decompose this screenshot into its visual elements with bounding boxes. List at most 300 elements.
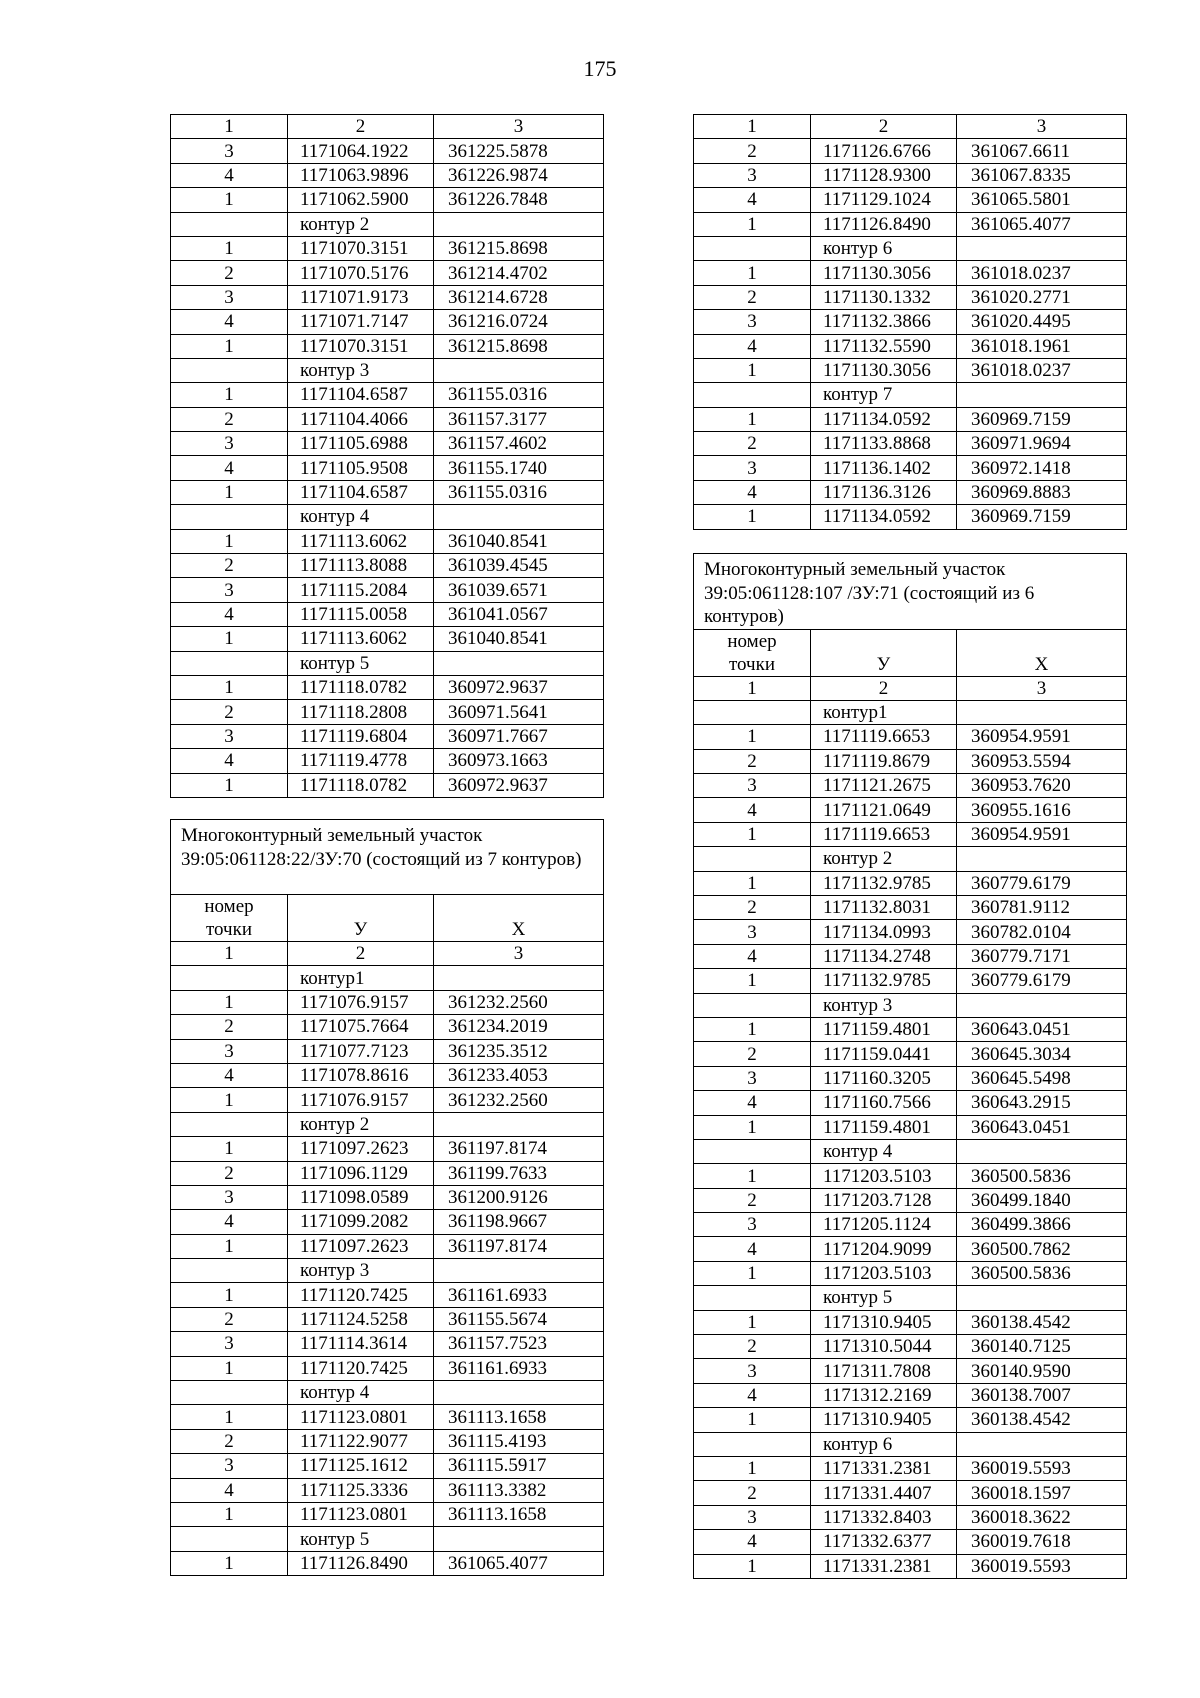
point-number: 1 [171, 480, 288, 504]
table-row [171, 1137, 604, 1161]
coordinate-y: 1171097.2623 [288, 1234, 434, 1258]
coordinate-y: 1171125.3336 [288, 1478, 434, 1502]
point-number [694, 700, 811, 724]
point-number: 2 [171, 1161, 288, 1185]
coordinate-x: 360499.1840 [957, 1188, 1127, 1212]
coordinate-y: 1171159.0441 [811, 1042, 957, 1066]
point-number-label [694, 629, 811, 676]
point-number: 4 [694, 1530, 811, 1554]
point-number: 2 [171, 554, 288, 578]
coordinate-x: 361018.1961 [957, 334, 1127, 358]
coordinate-x: 361067.6611 [957, 139, 1127, 163]
coordinate-y: 1171132.5590 [811, 334, 957, 358]
contour-row [694, 847, 1127, 871]
coordinate-y: 1171077.7123 [288, 1039, 434, 1063]
coordinate-x: 360138.7007 [957, 1383, 1127, 1407]
table-row [171, 1088, 604, 1112]
point-number: 2 [171, 407, 288, 431]
point-number: 4 [171, 749, 288, 773]
column-number-1: 1 [694, 115, 811, 139]
coordinate-y: 1171123.0801 [288, 1405, 434, 1429]
point-number: 1 [171, 675, 288, 699]
point-number: 1 [694, 1457, 811, 1481]
table-row [171, 261, 604, 285]
coordinate-x [434, 358, 604, 382]
coordinate-y: 1171075.7664 [288, 1015, 434, 1039]
column-number-3: 3 [434, 115, 604, 139]
coordinate-y: 1171331.2381 [811, 1457, 957, 1481]
coordinate-y: 1171104.4066 [288, 407, 434, 431]
point-number: 2 [694, 1188, 811, 1212]
coordinate-y: 1171118.0782 [288, 675, 434, 699]
point-number [694, 1286, 811, 1310]
point-number: 3 [694, 774, 811, 798]
table-row [694, 725, 1127, 749]
table-row [694, 407, 1127, 431]
coordinate-y: 1171133.8868 [811, 432, 957, 456]
coordinate-x: 360138.4542 [957, 1310, 1127, 1334]
coordinate-x: 361214.4702 [434, 261, 604, 285]
coordinate-x: 361155.5674 [434, 1307, 604, 1331]
point-number-label-line2: точки [728, 653, 775, 675]
column-number-row [694, 676, 1127, 700]
coordinate-y: 1171203.7128 [811, 1188, 957, 1212]
coordinate-y: 1171115.0058 [288, 602, 434, 626]
coordinate-y: 1171105.6988 [288, 432, 434, 456]
point-number: 3 [694, 1505, 811, 1529]
coordinate-x: 360779.7171 [957, 944, 1127, 968]
coordinate-x: 360781.9112 [957, 896, 1127, 920]
coordinate-x: 360955.1616 [957, 798, 1127, 822]
point-number: 4 [171, 310, 288, 334]
coordinates-table-left-continued [170, 114, 604, 798]
point-number: 3 [694, 163, 811, 187]
table-row [171, 1161, 604, 1185]
coordinate-x: 361215.8698 [434, 236, 604, 260]
contour-label: контур 5 [811, 1286, 957, 1310]
coordinate-x: 360018.1597 [957, 1481, 1127, 1505]
column-number-1: 1 [171, 942, 288, 966]
point-number: 2 [694, 1335, 811, 1359]
point-number: 3 [171, 1454, 288, 1478]
coordinate-y: 1171126.8490 [288, 1551, 434, 1575]
contour-label: контур 4 [288, 1381, 434, 1405]
table-row [171, 188, 604, 212]
point-number: 1 [694, 1164, 811, 1188]
coordinate-y: 1171130.3056 [811, 358, 957, 382]
coordinate-y: 1171332.8403 [811, 1505, 957, 1529]
point-number [694, 847, 811, 871]
table-title: Многоконтурный земельный участок 39:05:061128:22/ЗУ:70 (состоящий из 7 контуров) [171, 820, 604, 895]
table-row [694, 456, 1127, 480]
point-number: 2 [694, 285, 811, 309]
point-number: 2 [171, 1015, 288, 1039]
point-number: 4 [694, 1237, 811, 1261]
coordinate-y: 1171130.3056 [811, 261, 957, 285]
coordinate-x [957, 700, 1127, 724]
coordinate-x [434, 651, 604, 675]
point-number: 3 [694, 920, 811, 944]
coordinate-y: 1171113.8088 [288, 554, 434, 578]
table-row [694, 139, 1127, 163]
coordinate-x [957, 383, 1127, 407]
point-number: 3 [694, 310, 811, 334]
coordinate-x: 360019.7618 [957, 1530, 1127, 1554]
coordinate-y: 1171332.6377 [811, 1530, 957, 1554]
coordinate-x: 361113.1658 [434, 1502, 604, 1526]
table-row [694, 944, 1127, 968]
point-number: 4 [171, 1063, 288, 1087]
table-row [694, 896, 1127, 920]
contour-label: контур 3 [288, 1259, 434, 1283]
point-number: 2 [171, 700, 288, 724]
point-number: 1 [694, 505, 811, 529]
coordinate-y: 1171070.3151 [288, 236, 434, 260]
coordinate-x: 360643.0451 [957, 1017, 1127, 1041]
coordinate-y: 1171331.4407 [811, 1481, 957, 1505]
coordinate-x: 360973.1663 [434, 749, 604, 773]
coordinate-x: 361225.5878 [434, 139, 604, 163]
coordinate-x: 361155.0316 [434, 383, 604, 407]
page-number: 175 [583, 56, 617, 81]
coordinate-x [434, 1259, 604, 1283]
coordinate-y: 1171126.6766 [811, 139, 957, 163]
table-row [694, 1554, 1127, 1578]
coordinate-y: 1171118.2808 [288, 700, 434, 724]
coordinate-x: 361234.2019 [434, 1015, 604, 1039]
point-number [171, 651, 288, 675]
coordinate-x: 361115.5917 [434, 1454, 604, 1478]
coordinate-y: 1171331.2381 [811, 1554, 957, 1578]
coordinate-y: 1171105.9508 [288, 456, 434, 480]
point-number: 3 [171, 578, 288, 602]
point-number: 4 [171, 1210, 288, 1234]
table-row [694, 212, 1127, 236]
point-number [171, 1112, 288, 1136]
coordinate-x [957, 1286, 1127, 1310]
column-number-row [171, 115, 604, 139]
point-number: 3 [171, 1185, 288, 1209]
table-row [171, 1234, 604, 1258]
coordinate-x: 361018.0237 [957, 358, 1127, 382]
coordinate-y: 1171119.6804 [288, 724, 434, 748]
coordinate-x [957, 1432, 1127, 1456]
coordinate-x: 361065.5801 [957, 188, 1127, 212]
point-number: 1 [171, 1283, 288, 1307]
point-number: 1 [694, 725, 811, 749]
point-number [171, 1381, 288, 1405]
table-row [694, 480, 1127, 504]
table-row [171, 1063, 604, 1087]
coordinate-x: 361018.0237 [957, 261, 1127, 285]
table-row [171, 432, 604, 456]
coordinate-y: 1171120.7425 [288, 1356, 434, 1380]
point-number: 1 [171, 773, 288, 797]
table-row [171, 554, 604, 578]
column-labels-row [171, 895, 604, 942]
point-number [171, 966, 288, 990]
contour-label: контур1 [811, 700, 957, 724]
point-number: 1 [171, 1551, 288, 1575]
coordinate-x: 361157.3177 [434, 407, 604, 431]
table-row [694, 1066, 1127, 1090]
coordinate-x [957, 236, 1127, 260]
coordinates-table-zu-71 [693, 553, 1127, 1579]
coordinate-x [434, 505, 604, 529]
point-number: 1 [171, 990, 288, 1014]
point-number: 4 [694, 334, 811, 358]
coordinate-x: 360969.7159 [957, 407, 1127, 431]
coordinate-x: 361039.6571 [434, 578, 604, 602]
point-number: 1 [171, 1137, 288, 1161]
point-number: 1 [694, 1408, 811, 1432]
table-row [171, 1039, 604, 1063]
coordinate-y: 1171104.6587 [288, 383, 434, 407]
coordinate-y: 1171159.4801 [811, 1017, 957, 1041]
coordinate-x: 361197.8174 [434, 1137, 604, 1161]
coordinate-x: 361233.4053 [434, 1063, 604, 1087]
point-number [694, 993, 811, 1017]
point-number: 4 [694, 944, 811, 968]
table-row [694, 871, 1127, 895]
point-number-label-line1: номер [727, 630, 777, 652]
point-number: 4 [171, 1478, 288, 1502]
table-row [694, 1237, 1127, 1261]
coordinate-y: 1171115.2084 [288, 578, 434, 602]
table-row [694, 1091, 1127, 1115]
table-row [694, 505, 1127, 529]
coordinate-x: 360971.9694 [957, 432, 1127, 456]
coordinate-y: 1171205.1124 [811, 1213, 957, 1237]
coordinate-x: 360971.7667 [434, 724, 604, 748]
coordinate-y: 1171311.7808 [811, 1359, 957, 1383]
point-number: 1 [171, 529, 288, 553]
coordinate-y: 1171129.1024 [811, 188, 957, 212]
coordinate-x: 361155.0316 [434, 480, 604, 504]
table-row [694, 1310, 1127, 1334]
coordinate-x: 360500.5836 [957, 1164, 1127, 1188]
contour-label: контур 7 [811, 383, 957, 407]
coordinate-y: 1171062.5900 [288, 188, 434, 212]
table-row [694, 1017, 1127, 1041]
point-number: 3 [171, 285, 288, 309]
coordinate-y: 1171312.2169 [811, 1383, 957, 1407]
coordinate-x: 361161.6933 [434, 1356, 604, 1380]
point-number-label-line2: точки [205, 919, 252, 940]
point-number: 1 [171, 334, 288, 358]
table-row [694, 1164, 1127, 1188]
point-number: 1 [171, 188, 288, 212]
coordinate-x: 360969.7159 [957, 505, 1127, 529]
contour-row [171, 1259, 604, 1283]
coordinate-x: 361040.8541 [434, 529, 604, 553]
coordinate-x [434, 1381, 604, 1405]
coordinate-x: 361020.4495 [957, 310, 1127, 334]
point-number: 1 [171, 627, 288, 651]
table-row [171, 749, 604, 773]
contour-row [171, 1527, 604, 1551]
point-number [694, 1139, 811, 1163]
coordinate-y: 1171310.5044 [811, 1335, 957, 1359]
table-row [171, 139, 604, 163]
point-number: 1 [694, 1554, 811, 1578]
table-row [171, 627, 604, 651]
table-row [694, 358, 1127, 382]
contour-label: контур 4 [811, 1139, 957, 1163]
coordinate-y: 1171134.0592 [811, 407, 957, 431]
table-row [171, 675, 604, 699]
coordinate-x: 360500.7862 [957, 1237, 1127, 1261]
coordinate-x [957, 993, 1127, 1017]
coordinate-y: 1171097.2623 [288, 1137, 434, 1161]
table-row [694, 1530, 1127, 1554]
coordinate-x [434, 1527, 604, 1551]
coordinate-x: 361226.9874 [434, 163, 604, 187]
table-row [694, 920, 1127, 944]
column-number-3: 3 [957, 676, 1127, 700]
point-number: 3 [171, 1039, 288, 1063]
contour-row [171, 1112, 604, 1136]
column-number-2: 2 [811, 676, 957, 700]
point-number: 4 [694, 1091, 811, 1115]
column-number-3: 3 [957, 115, 1127, 139]
point-number: 4 [171, 163, 288, 187]
coordinates-table-zu-70 [170, 819, 604, 1576]
coordinate-x: 360643.0451 [957, 1115, 1127, 1139]
point-number: 1 [171, 1405, 288, 1429]
table-row [171, 310, 604, 334]
table-row [171, 1283, 604, 1307]
coordinate-x: 361226.7848 [434, 188, 604, 212]
contour-label: контур 2 [288, 212, 434, 236]
coordinate-y: 1171159.4801 [811, 1115, 957, 1139]
table-row [171, 456, 604, 480]
coordinate-x: 361157.7523 [434, 1332, 604, 1356]
coordinate-x: 360018.3622 [957, 1505, 1127, 1529]
coordinate-y: 1171076.9157 [288, 1088, 434, 1112]
table-row [171, 407, 604, 431]
table-row [171, 773, 604, 797]
coordinate-x: 361155.1740 [434, 456, 604, 480]
coordinate-y: 1171118.0782 [288, 773, 434, 797]
contour-label: контур 6 [811, 1432, 957, 1456]
coordinate-x: 361199.7633 [434, 1161, 604, 1185]
point-number: 2 [694, 1042, 811, 1066]
coordinate-y: 1171160.7566 [811, 1091, 957, 1115]
table-row [171, 1478, 604, 1502]
coordinate-y: 1171071.9173 [288, 285, 434, 309]
point-number [171, 358, 288, 382]
coordinate-y: 1171113.6062 [288, 529, 434, 553]
coordinate-x: 360500.5836 [957, 1261, 1127, 1285]
table-row [171, 602, 604, 626]
column-number-row [171, 942, 604, 966]
coordinate-y: 1171119.6653 [811, 725, 957, 749]
point-number: 4 [171, 456, 288, 480]
coordinate-y: 1171070.3151 [288, 334, 434, 358]
coordinate-x: 360499.3866 [957, 1213, 1127, 1237]
coordinate-x: 361065.4077 [957, 212, 1127, 236]
point-number: 2 [171, 1307, 288, 1331]
coordinate-y: 1171123.0801 [288, 1502, 434, 1526]
column-labels-row [694, 629, 1127, 676]
point-number: 1 [694, 407, 811, 431]
coordinate-x: 360954.9591 [957, 822, 1127, 846]
table-row [171, 1185, 604, 1209]
coordinate-x: 360782.0104 [957, 920, 1127, 944]
column-y-label: У [811, 629, 957, 676]
table-title: Многоконтурный земельный участок 39:05:061128:107 /ЗУ:71 (состоящий из 6 контуров) [694, 554, 1127, 630]
point-number: 2 [694, 1481, 811, 1505]
point-number: 1 [171, 1356, 288, 1380]
table-row [171, 1429, 604, 1453]
point-number: 1 [694, 212, 811, 236]
point-number: 1 [171, 236, 288, 260]
coordinate-x: 360953.5594 [957, 749, 1127, 773]
point-number: 1 [694, 261, 811, 285]
table-row [171, 700, 604, 724]
contour-row [694, 1286, 1127, 1310]
column-x-label: Х [957, 629, 1127, 676]
table-row [171, 1210, 604, 1234]
coordinate-x: 361041.0567 [434, 602, 604, 626]
point-number: 4 [694, 1383, 811, 1407]
coordinate-x: 361200.9126 [434, 1185, 604, 1209]
coordinate-y: 1171132.9785 [811, 969, 957, 993]
coordinate-y: 1171136.1402 [811, 456, 957, 480]
point-number: 2 [171, 1429, 288, 1453]
point-number: 2 [694, 749, 811, 773]
table-row [694, 1335, 1127, 1359]
contour-row [694, 700, 1127, 724]
contour-row [171, 651, 604, 675]
column-number-1: 1 [171, 115, 288, 139]
point-number: 3 [171, 724, 288, 748]
table-row [171, 163, 604, 187]
coordinate-y: 1171099.2082 [288, 1210, 434, 1234]
coordinate-x: 361039.4545 [434, 554, 604, 578]
table-row [171, 1307, 604, 1331]
point-number [694, 383, 811, 407]
coordinate-x: 361067.8335 [957, 163, 1127, 187]
coordinate-x: 360643.2915 [957, 1091, 1127, 1115]
coordinate-y: 1171121.2675 [811, 774, 957, 798]
point-number: 1 [694, 969, 811, 993]
point-number [694, 1432, 811, 1456]
table-row [171, 529, 604, 553]
contour-row [171, 505, 604, 529]
coordinate-x: 360138.4542 [957, 1408, 1127, 1432]
contour-row [694, 1432, 1127, 1456]
point-number: 2 [694, 139, 811, 163]
coordinate-y: 1171134.0592 [811, 505, 957, 529]
contour-label: контур 2 [811, 847, 957, 871]
point-number: 2 [694, 432, 811, 456]
table-row [694, 163, 1127, 187]
table-row [694, 969, 1127, 993]
coordinate-y: 1171104.6587 [288, 480, 434, 504]
point-number: 1 [694, 358, 811, 382]
coordinate-y: 1171119.6653 [811, 822, 957, 846]
point-number: 3 [171, 432, 288, 456]
column-y-label: У [288, 895, 434, 942]
coordinate-y: 1171130.1332 [811, 285, 957, 309]
coordinate-x: 361235.3512 [434, 1039, 604, 1063]
point-number: 1 [694, 1310, 811, 1334]
table-row [694, 1383, 1127, 1407]
coordinate-y: 1171114.3614 [288, 1332, 434, 1356]
coordinate-x: 360140.9590 [957, 1359, 1127, 1383]
